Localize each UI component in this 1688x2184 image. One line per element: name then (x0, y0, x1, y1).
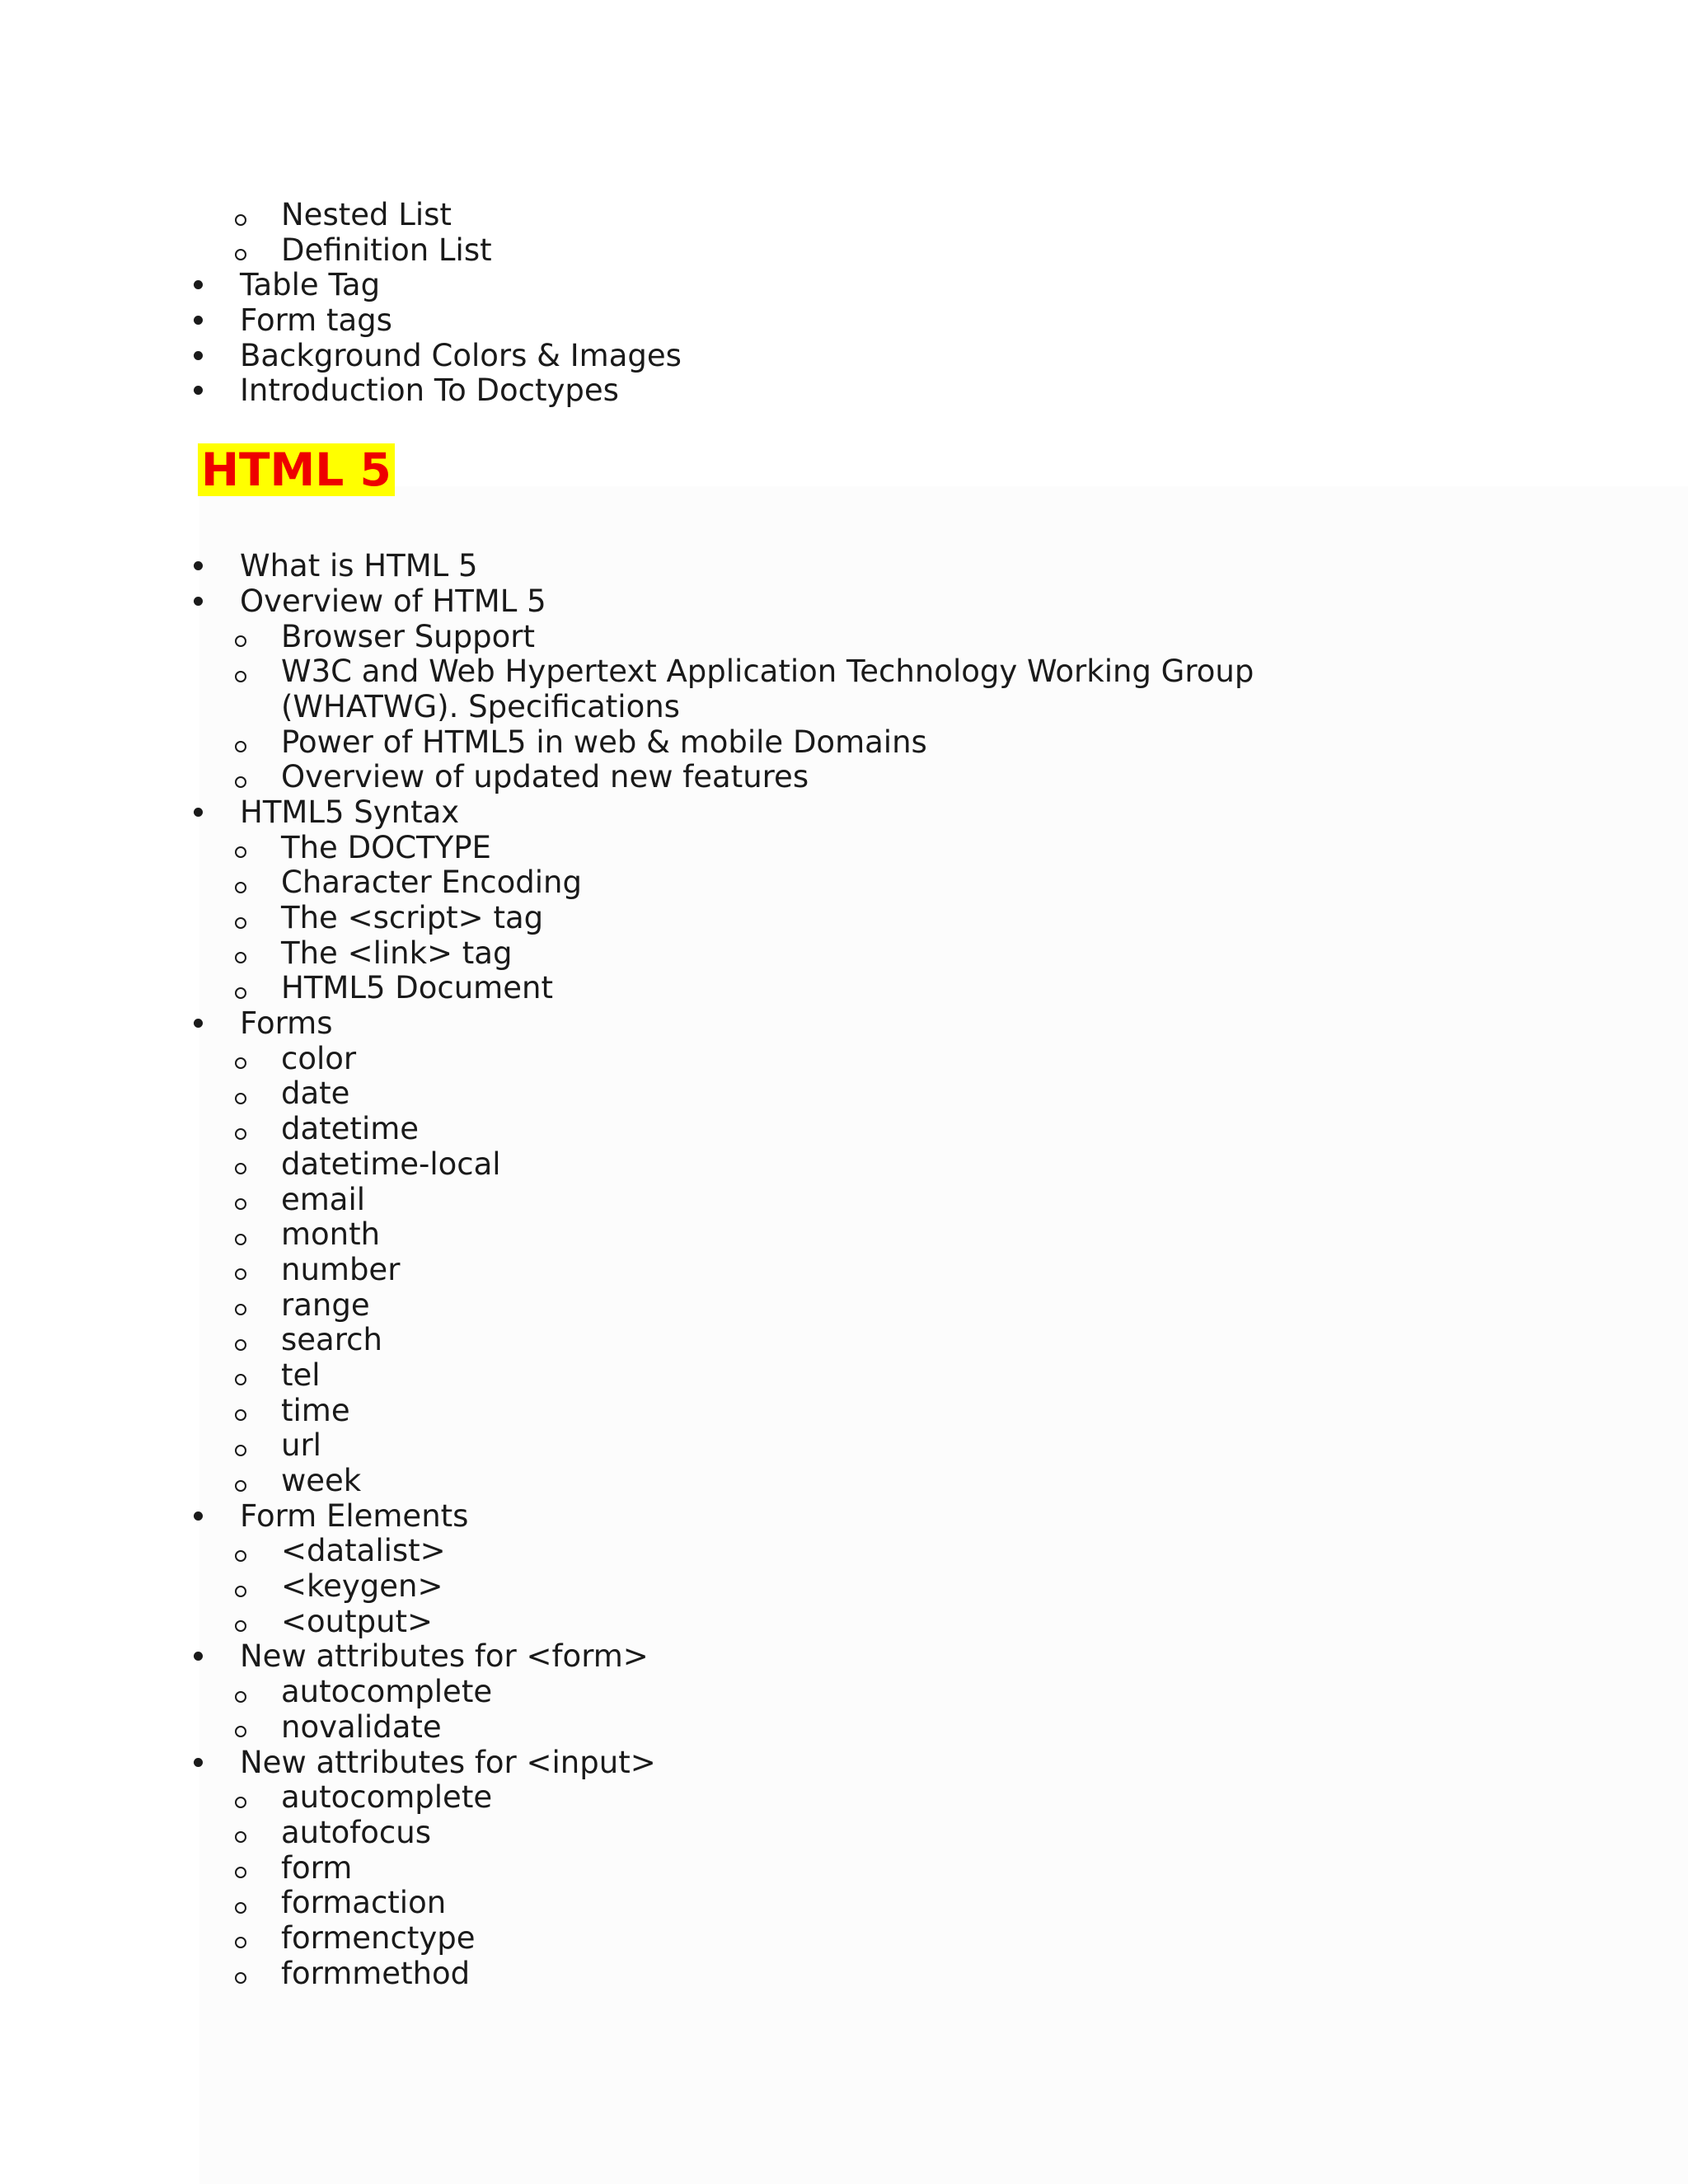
bullet-circle-icon (231, 1325, 251, 1361)
list-item-text: New attributes for <input> (240, 1744, 656, 1780)
bullet-circle-icon (231, 1185, 251, 1221)
bullet-dot-icon (190, 373, 206, 409)
sub-list-item (0, 1605, 1688, 1640)
list-item-text: Nested List (281, 197, 452, 232)
bullet-dot-icon (190, 303, 206, 339)
list-item-text: formaction (281, 1885, 447, 1921)
list-item-text: Browser Support (281, 618, 535, 654)
list-item-text: Form tags (240, 302, 392, 339)
sub-list-item (0, 1780, 1688, 1816)
sub-list-item (0, 865, 1688, 901)
sub-list-item (0, 654, 1688, 724)
sub-list-item (0, 760, 1688, 795)
list-item-text: formmethod (281, 1955, 471, 1991)
bullet-dot-icon (190, 584, 206, 620)
list-item-text: The DOCTYPE (281, 829, 491, 865)
sub-list-item (0, 971, 1688, 1006)
list-item-text: Definition List (281, 232, 492, 268)
list-item-text: url (281, 1427, 321, 1464)
list-item (0, 1499, 1688, 1535)
bullet-circle-icon (231, 657, 251, 692)
list-item-text: time (281, 1392, 350, 1428)
sub-list-item (0, 1112, 1688, 1147)
list-item (0, 584, 1688, 620)
list-item-text: Forms (240, 1005, 333, 1042)
sub-list-item (0, 936, 1688, 972)
list-item-text: New attributes for <form> (240, 1638, 649, 1675)
bullet-circle-icon (231, 833, 251, 869)
section-heading-html5: HTML 5 (198, 443, 395, 496)
sub-list-item (0, 198, 1688, 233)
bullet-circle-icon (231, 868, 251, 903)
bullet-circle-icon (231, 1466, 251, 1502)
sub-list-item (0, 1464, 1688, 1499)
sub-list-item (0, 1886, 1688, 1921)
list-item-text: Introduction To Doctypes (240, 373, 619, 409)
bullet-circle-icon (231, 1079, 251, 1114)
bullet-circle-icon (231, 1818, 251, 1854)
bullet-circle-icon (231, 1150, 251, 1185)
list-item-text: form (281, 1849, 353, 1886)
bullet-circle-icon (231, 1255, 251, 1291)
sub-list-item (0, 1428, 1688, 1464)
sub-list-item (0, 1394, 1688, 1429)
sub-list-item (0, 1253, 1688, 1288)
sub-list-item (0, 1921, 1688, 1957)
sub-list-item (0, 1288, 1688, 1324)
bullet-circle-icon (231, 1924, 251, 1959)
list-item-text: datetime-local (281, 1146, 501, 1182)
list-item-text: autocomplete (281, 1779, 493, 1816)
sub-list-item (0, 1675, 1688, 1710)
list-item-text: formenctype (281, 1919, 476, 1956)
bullet-circle-icon (231, 1396, 251, 1432)
bullet-dot-icon (190, 1746, 206, 1781)
list-item-text: date (281, 1076, 350, 1112)
sub-list-item (0, 1851, 1688, 1886)
sub-list-item (0, 1710, 1688, 1746)
bullet-circle-icon (231, 1713, 251, 1748)
list-item (0, 303, 1688, 339)
list-item-text: month (281, 1216, 381, 1253)
list-item-text: autofocus (281, 1814, 432, 1850)
list-item-text: datetime (281, 1111, 420, 1147)
bullet-circle-icon (231, 1291, 251, 1326)
sub-list-item (0, 1217, 1688, 1253)
bullet-circle-icon (231, 1607, 251, 1643)
bullet-circle-icon (231, 1959, 251, 1994)
list-item-text: Overview of updated new features (281, 759, 809, 795)
list-item (0, 339, 1688, 374)
bullet-circle-icon (231, 236, 251, 271)
bullet-circle-icon (231, 1854, 251, 1889)
bullet-circle-icon (231, 1044, 251, 1080)
sub-list-item (0, 901, 1688, 936)
sub-list-item (0, 620, 1688, 655)
list-item-text: <keygen> (281, 1568, 443, 1605)
bullet-circle-icon (231, 1888, 251, 1924)
topic-list-continued (0, 198, 1688, 409)
bullet-dot-icon (190, 1006, 206, 1042)
list-item-text: week (281, 1463, 362, 1499)
sub-list-item (0, 1076, 1688, 1112)
topic-list-html5 (0, 549, 1688, 1991)
sub-list-item (0, 1816, 1688, 1851)
bullet-dot-icon (190, 1499, 206, 1535)
bullet-dot-icon (190, 268, 206, 303)
list-item-text: W3C and Web Hypertext Application Technology Working Group (WHATWG). Specifications (281, 654, 1254, 724)
bullet-circle-icon (231, 1114, 251, 1150)
list-item-text: novalidate (281, 1708, 442, 1745)
bullet-dot-icon (190, 549, 206, 584)
bullet-dot-icon (190, 1639, 206, 1675)
list-item (0, 1639, 1688, 1675)
bullet-circle-icon (231, 1220, 251, 1255)
bullet-circle-icon (231, 762, 251, 798)
sub-list-item (0, 1957, 1688, 1992)
bullet-circle-icon (231, 622, 251, 658)
sub-list-item (0, 1569, 1688, 1605)
list-item-text: <datalist> (281, 1533, 446, 1569)
sub-list-item (0, 831, 1688, 866)
list-item-text: HTML5 Syntax (240, 794, 460, 830)
bullet-circle-icon (231, 200, 251, 236)
list-item-text: Power of HTML5 in web & mobile Domains (281, 724, 927, 760)
list-item-text: What is HTML 5 (240, 548, 478, 584)
list-item-text: The <link> tag (281, 935, 513, 971)
list-item (0, 268, 1688, 303)
list-item-text: range (281, 1286, 370, 1323)
bullet-circle-icon (231, 939, 251, 974)
bullet-dot-icon (190, 795, 206, 831)
list-item-text: Table Tag (240, 267, 381, 303)
bullet-circle-icon (231, 728, 251, 763)
list-item-text: color (281, 1040, 357, 1076)
list-item-text: Form Elements (240, 1497, 469, 1534)
list-item-text: HTML5 Document (281, 970, 553, 1006)
list-item-text: The <script> tag (281, 900, 544, 936)
list-item-text: autocomplete (281, 1674, 493, 1710)
bullet-circle-icon (231, 1783, 251, 1818)
list-item-text: search (281, 1322, 382, 1358)
bullet-circle-icon (231, 1572, 251, 1607)
sub-list-item (0, 1147, 1688, 1183)
sub-list-item (0, 725, 1688, 761)
list-item-text: <output> (281, 1603, 434, 1639)
list-item-text: number (281, 1251, 401, 1287)
list-item-text: Overview of HTML 5 (240, 583, 546, 619)
sub-list-item (0, 1323, 1688, 1358)
bullet-circle-icon (231, 973, 251, 1009)
list-item-text: email (281, 1181, 366, 1217)
list-item (0, 373, 1688, 409)
list-item-text: tel (281, 1357, 321, 1393)
sub-list-item (0, 1183, 1688, 1218)
list-item (0, 795, 1688, 831)
list-item-text: Background Colors & Images (240, 337, 682, 373)
bullet-circle-icon (231, 1361, 251, 1396)
sub-list-item (0, 1358, 1688, 1394)
sub-list-item (0, 233, 1688, 269)
list-item (0, 1006, 1688, 1042)
sub-list-item (0, 1534, 1688, 1569)
bullet-circle-icon (231, 903, 251, 939)
bullet-circle-icon (231, 1677, 251, 1713)
bullet-dot-icon (190, 339, 206, 374)
list-item (0, 1746, 1688, 1781)
sub-list-item (0, 1042, 1688, 1077)
heading-container (0, 409, 1688, 549)
bullet-circle-icon (231, 1431, 251, 1466)
list-item (0, 549, 1688, 584)
bullet-circle-icon (231, 1536, 251, 1572)
document-page (0, 198, 1688, 1991)
list-item-text: Character Encoding (281, 865, 582, 901)
